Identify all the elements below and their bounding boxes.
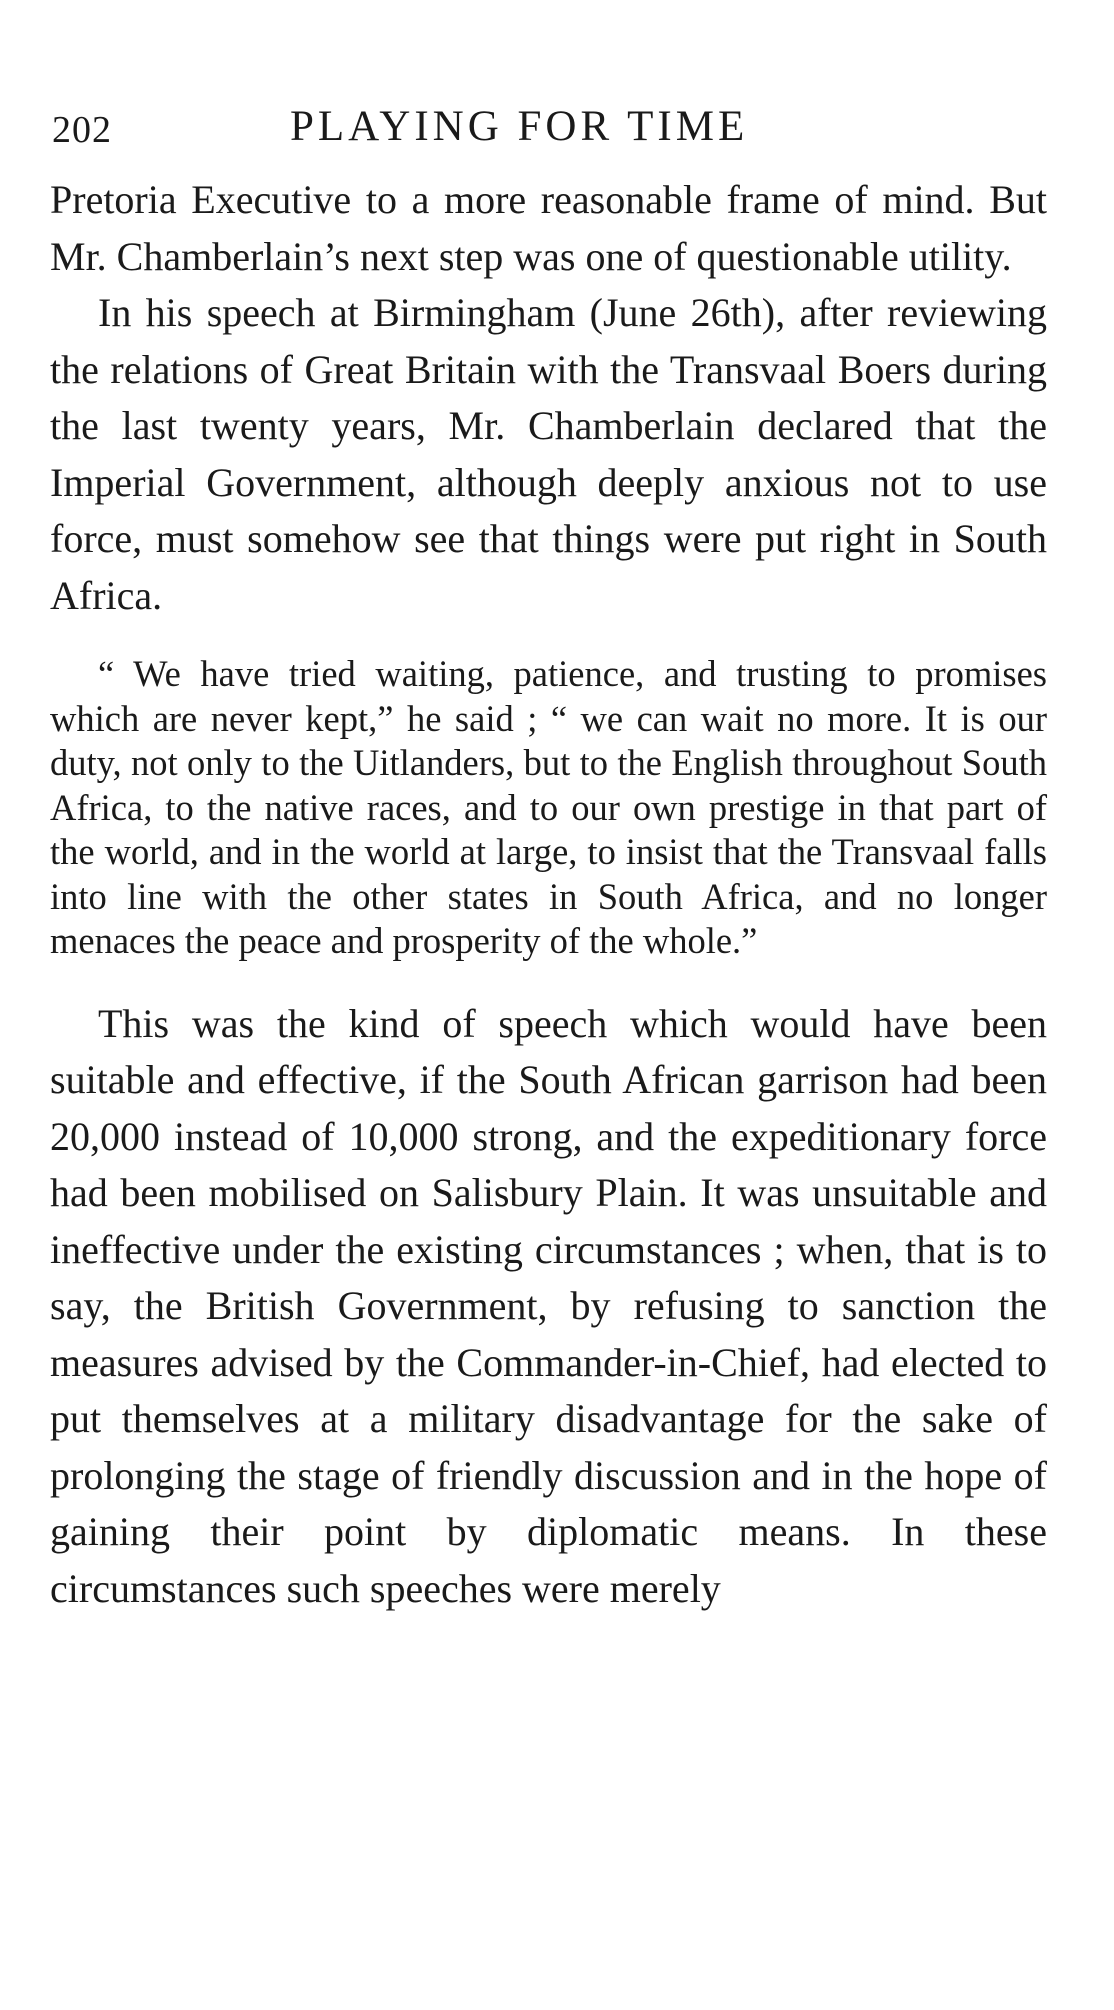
book-page [50,0,1050,2010]
running-head [50,98,1050,158]
paragraph-continuation: Pretoria Executive to a more reasonable frame of mind. But Mr. Chamberlain’s next step was one of questionable utility. [50,177,1047,279]
running-title: PLAYING FOR TIME [290,103,749,150]
paragraph-birmingham-speech: In his speech at Birmingham (June 26th), after reviewing the relations of Great Britain with the Transvaal Boers during the last twenty years, Mr. Chamberlain declared that the Imperial Government, although deeply anxious not to use force, must somehow see that things were put right in South Africa. [50,290,1047,618]
block-quotation: “ We have tried waiting, patience, and trusting to promises which are never kept,” he said ; “ we can wait no more. It is our duty, not only to the Uitlanders, but to the English throughout South Africa, to the native races, and to our own prestige in that part of the world, and in the world at large, to insist that the Transvaal falls into line with the other states in South Africa, and no longer menaces the peace and prosperity of the whole.” [50,653,1047,961]
body-text [50,172,1047,1617]
page-number: 202 [52,109,112,151]
paragraph-commentary: This was the kind of speech which would have been suitable and effective, if the South African garrison had been 20,000 instead of 10,000 strong, and the expeditionary force had been mobilised on Salisbury Plain. It was unsuitable and ineffective under the existing circumstances ; when, that is to say, the British Government, by refusing to sanction the measures advised by the Commander-in-Chief, had elected to put themselves at a military disadvantage for the sake of prolonging the stage of friendly discussion and in the hope of gaining their point by diplomatic means. In these circumstances such speeches were merely [50,1000,1047,1611]
